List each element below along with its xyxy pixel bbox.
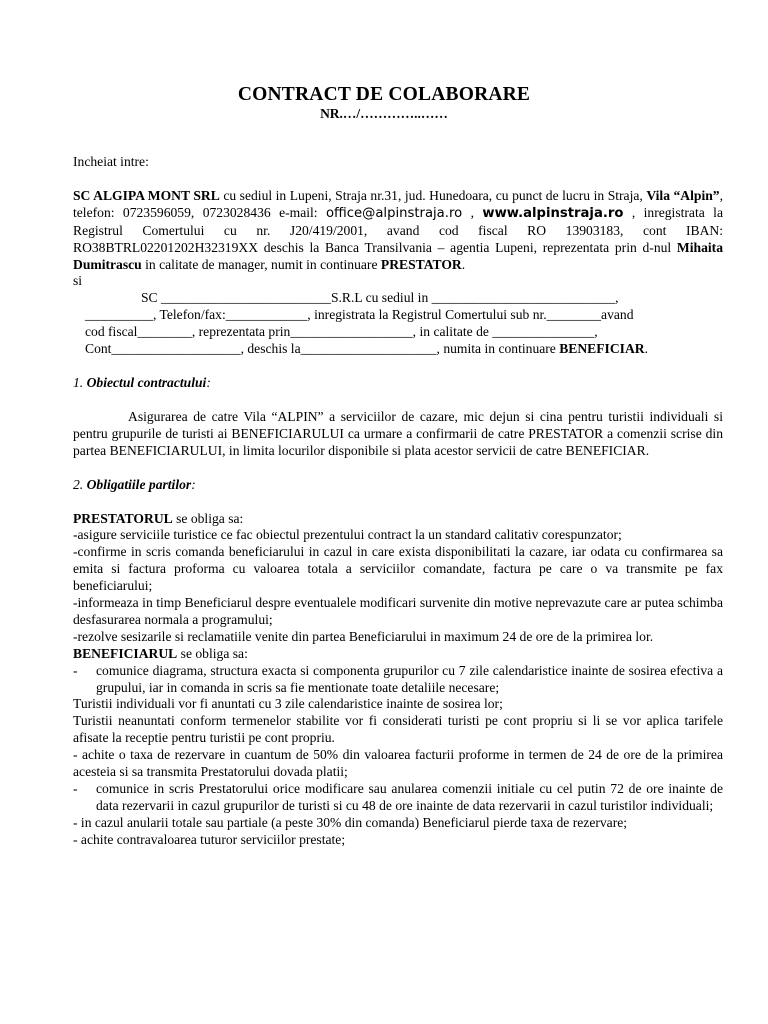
beneficiarul-item: - achite o taxa de rezervare in cuantum de 50% din valoarea facturii proforme in termen de 24 de ore de la primirea acesteia si sa transmita Prestatorului dovada platii; <box>73 747 723 780</box>
prestator-text-3: , <box>462 204 483 220</box>
list-dash: - <box>73 781 78 796</box>
prestatorul-item: -confirme in scris comanda beneficiarului in cazul in care exista disponibilitati la cazare, iar odata cu confirmarea sa emita si factura proforma cu valoarea totala a serviciilor comandate, factura pe care o va transmite pe fax beneficiarului; <box>73 544 723 594</box>
prestatorul-heading <box>73 511 723 528</box>
document-body <box>73 154 723 849</box>
beneficiarul-label: BENEFICIARUL <box>73 645 178 661</box>
website-link[interactable]: www.alpinstraja.ro <box>482 205 624 221</box>
prestator-text-2: , telefon: 0723596059, 0723028436 e-mail: <box>73 187 724 220</box>
prestator-text-4: , inregistrata la Registrul Comertului cu nr. J20/419/2001, avand cod fiscal RO 13903183, cont IBAN: RO38BTRL02201202H32319XX deschis la Banca Transilvania – agentia Lupeni, reprezentata prin d-nul <box>73 204 723 255</box>
prestatorul-item: -informeaza in timp Beneficiarul despre eventualele modificari survenite din motive neprevazute care ar putea schimba desfasurarea normala a programului; <box>73 595 723 627</box>
beneficiar-line-4-text: Cont___________________, deschis la____________________, numita in continuare <box>85 341 560 357</box>
section-1-heading <box>73 375 723 392</box>
beneficiarul-item: Turistii individuali vor fi anuntati cu 3 zile calendaristice inainte de sosirea lor; <box>73 696 503 712</box>
prestatorul-item: -rezolve sesizarile si reclamatiile venite din partea Beneficiarului in maximum 24 de ore de la primirea lor. <box>73 628 654 644</box>
section-2-number: 2. <box>73 476 87 492</box>
beneficiarul-item <box>73 663 723 697</box>
beneficiarul-item: - in cazul anularii totale sau partiale (a peste 30% din comanda) Beneficiarul pierde taxa de rezervare; <box>73 814 628 830</box>
email-link[interactable]: office@alpinstraja.ro <box>325 205 463 221</box>
document-title: CONTRACT DE COLABORARE <box>237 84 531 105</box>
beneficiar-role: BENEFICIAR <box>559 341 645 357</box>
contract-number: NR.…/…………..…… <box>320 106 448 121</box>
list-dash: - <box>73 662 78 678</box>
prestatorul-intro: se obliga sa: <box>172 510 244 526</box>
prestatorul-label: PRESTATORUL <box>73 510 173 526</box>
beneficiarul-item <box>73 781 723 815</box>
section-1-title: Obiectul contractului <box>86 374 207 390</box>
beneficiar-line-4-end: . <box>644 341 648 357</box>
intro-line: Incheiat intre: <box>73 154 149 169</box>
beneficiar-line-4 <box>73 341 723 358</box>
section-1-text: Asigurarea de catre Vila “ALPIN” a serviciilor de cazare, mic dejun si cina pentru turistii individuali si pentru grupurile de turisti ai BENEFICIARULUI ca urmare a confirmarii de catre PRESTATOR a comenzii scrise din partea BENEFICIARULUI, in limita locurilor disponibile si plata acestor servicii de catre BENEFICIAR. <box>73 408 723 458</box>
prestator-role: PRESTATOR <box>380 256 462 272</box>
beneficiarul-intro: se obliga sa: <box>177 645 248 661</box>
beneficiar-line-1: SC _________________________S.R.L cu sediul in ___________________________, <box>141 290 619 306</box>
beneficiar-line-2: __________, Telefon/fax:____________, inregistrata la Registrul Comertului sub nr.________avand <box>85 307 634 323</box>
section-2-heading <box>73 477 723 494</box>
beneficiarul-heading <box>73 646 723 663</box>
section-1-number: 1. <box>73 374 87 390</box>
section-2-colon: : <box>191 476 196 492</box>
prestator-representative: Mihaita Dumitrascu <box>73 239 723 272</box>
vila-name: Vila “Alpin” <box>646 187 720 203</box>
prestator-paragraph <box>73 188 723 274</box>
prestator-company: SC ALGIPA MONT SRL <box>73 187 220 203</box>
prestator-text-1: cu sediul in Lupeni, Straja nr.31, jud. Hunedoara, cu punct de lucru in Straja, <box>219 187 647 203</box>
section-1-colon: : <box>206 374 211 390</box>
si-line: si <box>73 273 83 289</box>
prestatorul-item: -asigure serviciile turistice ce fac obiectul prezentului contract la un standard calitativ corespunzator; <box>73 527 622 543</box>
prestator-text-5: in calitate de manager, numit in continuare <box>141 256 381 272</box>
beneficiarul-item: - achite contravaloarea tuturor serviciilor prestate; <box>73 831 346 847</box>
beneficiarul-item-text: comunice in scris Prestatorului orice modificare sau anularea comenzii initiale cu cel putin 72 de ore inainte de data rezervarii in cazul grupurilor de turisti si cu 48 de ore inainte de data rezervarii in cazul turistilor individuali; <box>96 781 723 813</box>
beneficiarul-item-text: comunice diagrama, structura exacta si componenta grupurilor cu 7 zile calendaristice inainte de sosirea efectiva a grupului, iar in comanda in scris sa fie mentionate toate detaliile necesare; <box>96 662 723 695</box>
beneficiarul-item: Turistii neanuntati conform termenelor stabilite vor fi considerati turisti pe cont propriu si li se vor aplica tarifele afisate la receptie pentru turistii pe cont propriu. <box>73 713 723 746</box>
prestator-text-6: . <box>461 256 466 272</box>
beneficiar-line-3: cod fiscal________, reprezentata prin__________________, in calitate de _______________, <box>85 324 598 340</box>
section-2-title: Obligatiile partilor <box>86 476 192 492</box>
